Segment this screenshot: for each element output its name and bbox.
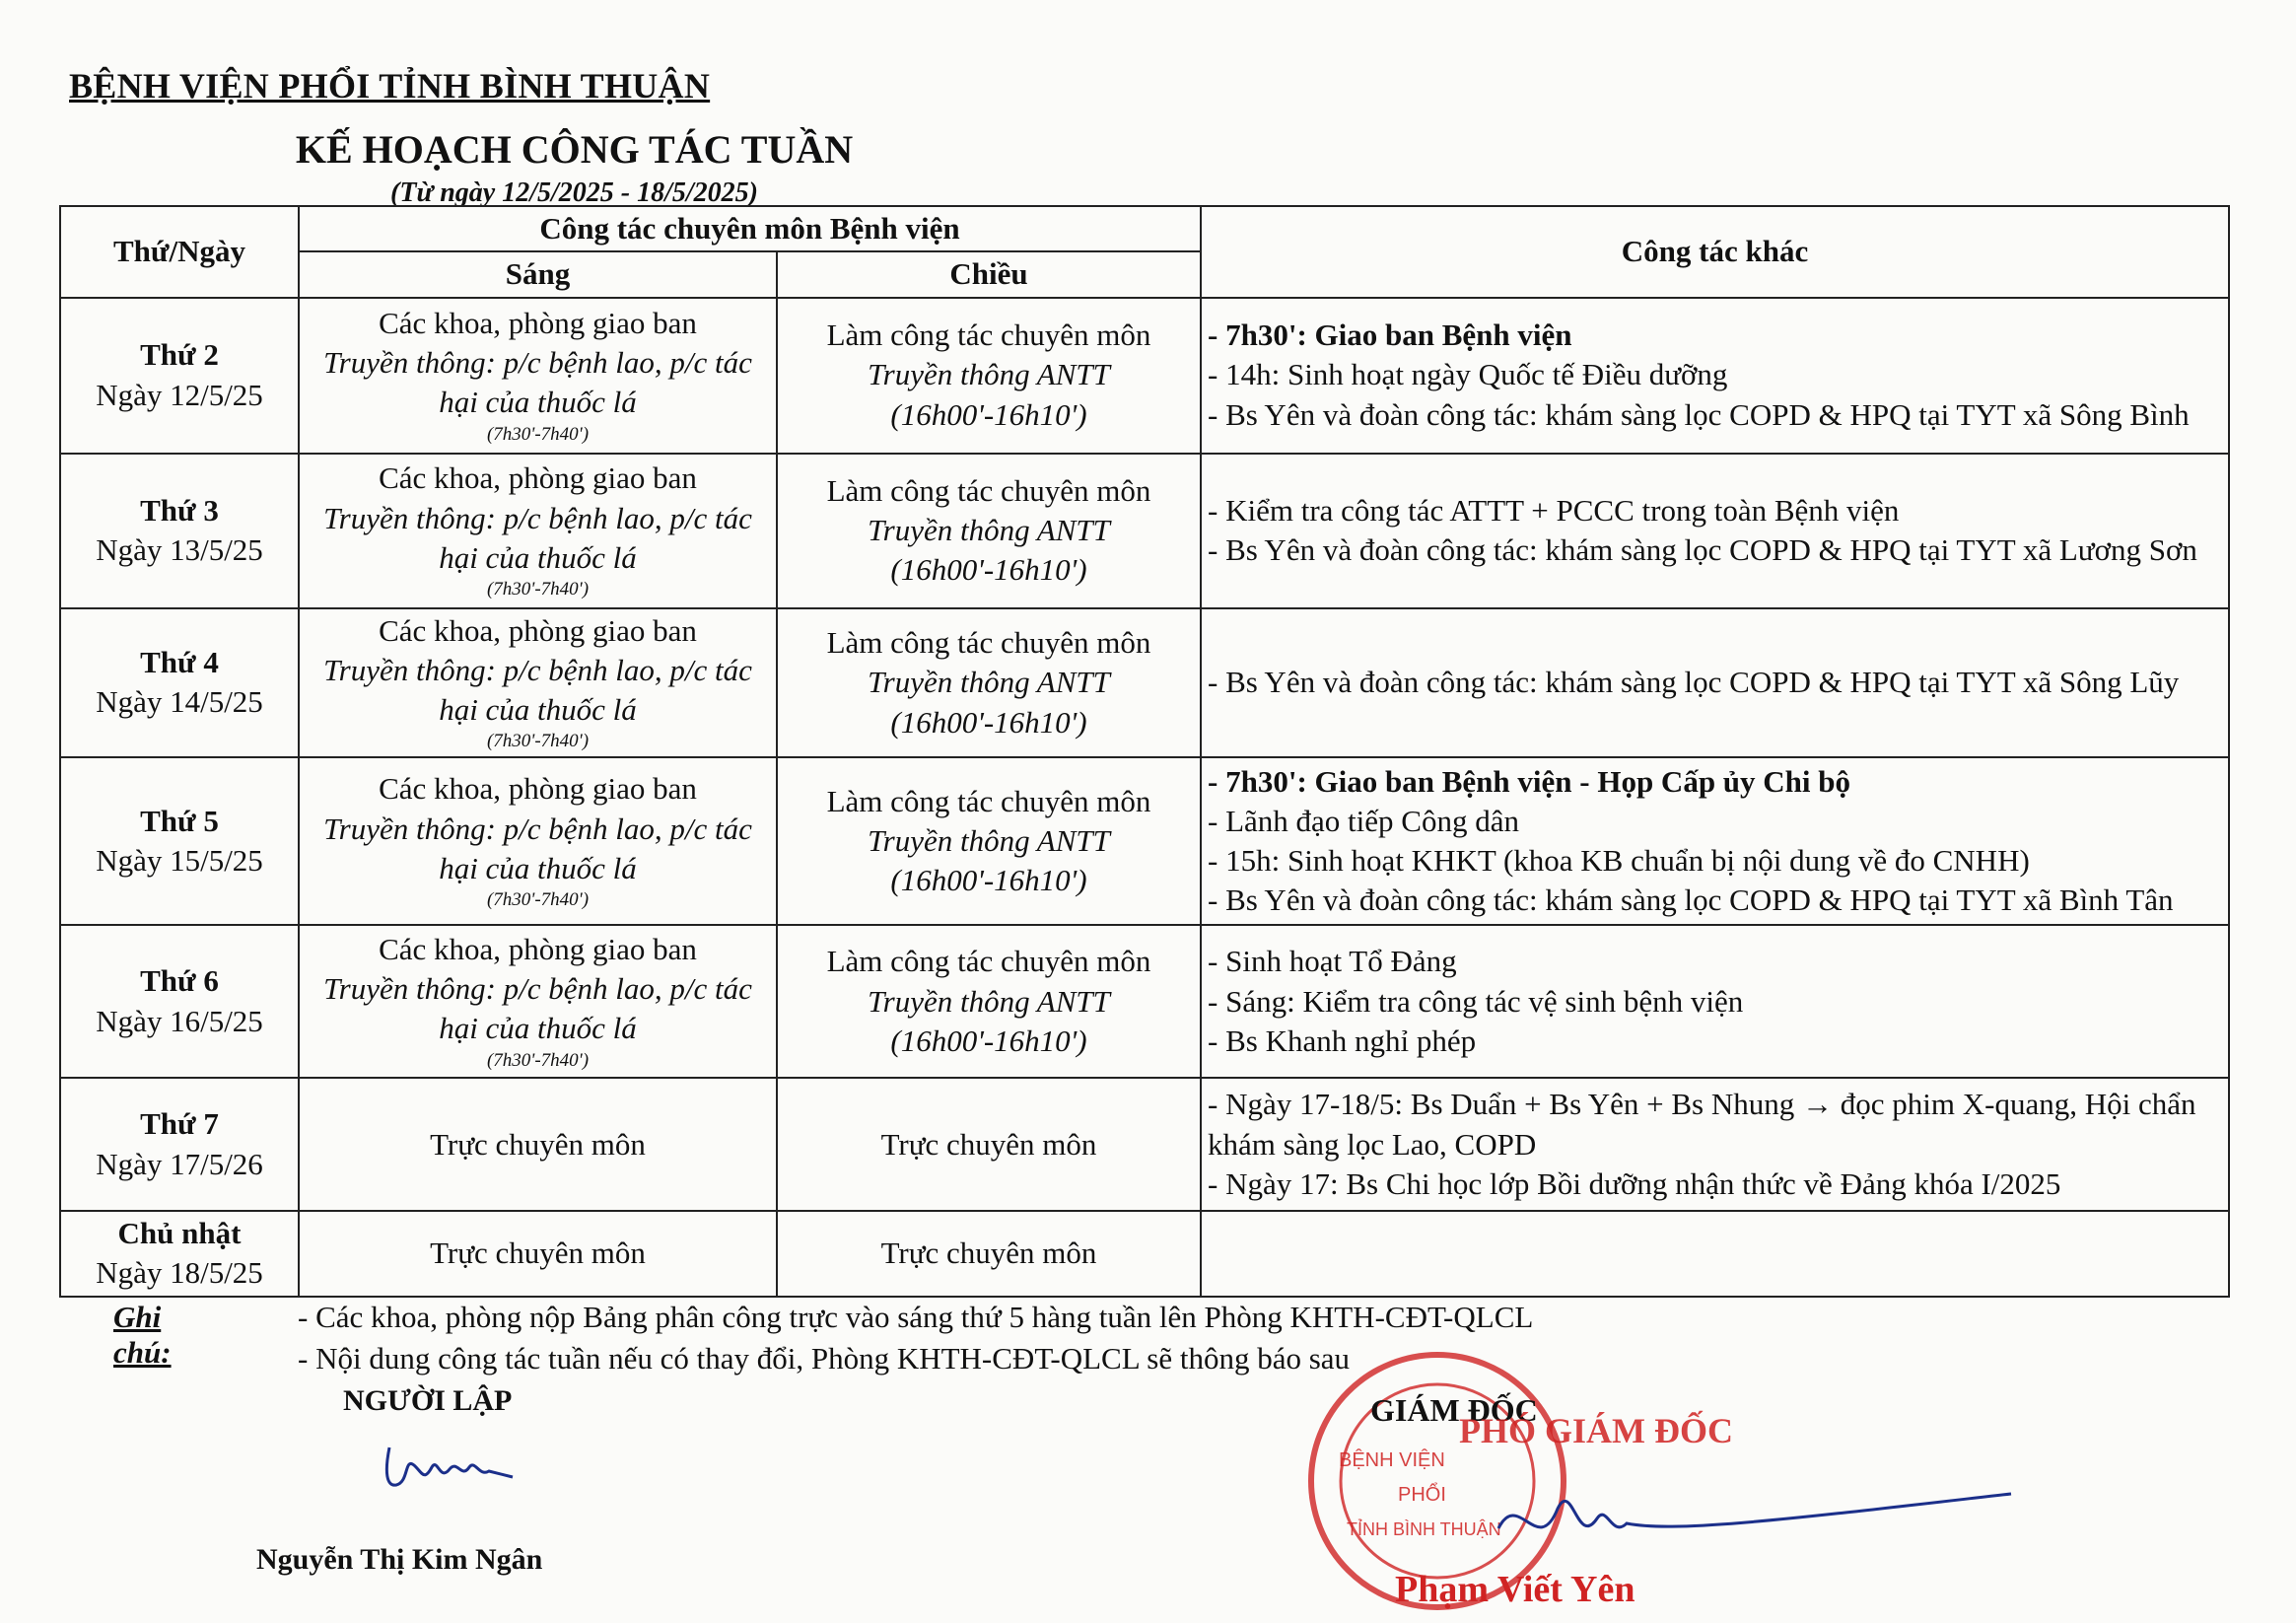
afternoon-cell [777,925,1201,1078]
morning-communication: Truyền thông: p/c bệnh lao, p/c tác hại của thuốc lá [323,652,752,728]
morning-cell [299,1211,777,1297]
afternoon-cell [777,608,1201,758]
day-date: Ngày 13/5/25 [96,532,263,568]
day-name: Thứ 6 [140,963,219,999]
organization-name: BỆNH VIỆN PHỔI TỈNH BÌNH THUẬN [69,66,711,106]
morning-time: (7h30'-7h40') [486,731,590,752]
afternoon-cell [777,757,1201,925]
other-work-item: - 15h: Sinh hoạt KHKT (khoa KB chuẩn bị nội dung về đo CNHH) [1208,843,2030,879]
afternoon-activity: Làm công tác chuyên môn [826,472,1151,508]
director-name: Phạm Viết Yên [1395,1569,1635,1610]
afternoon-communication: Truyền thông ANTT [868,983,1110,1019]
table-row [60,1078,2229,1211]
svg-text:PHỔI: PHỔI [1398,1484,1446,1506]
other-work-item: - 14h: Sinh hoạt ngày Quốc tế Điều dưỡng [1208,357,1728,392]
preparer-name: Nguyễn Thị Kim Ngân [256,1543,543,1576]
other-work-cell [1201,925,2229,1078]
morning-activity: Trực chuyên môn [430,1235,646,1271]
morning-cell [299,608,777,758]
morning-time: (7h30'-7h40') [486,423,590,445]
morning-time: (7h30'-7h40') [486,889,590,911]
other-work-item: - 7h30': Giao ban Bệnh viện - Họp Cấp ủy Chi bộ [1208,763,1851,799]
afternoon-activity: Trực chuyên môn [880,1235,1097,1271]
other-work-item: - Bs Khanh nghỉ phép [1208,1023,1477,1058]
preparer-title: NGƯỜI LẬP [343,1384,513,1417]
day-date: Ngày 18/5/25 [96,1255,263,1291]
other-work-item: - Bs Yên và đoàn công tác: khám sàng lọc COPD & HPQ tại TYT xã Bình Tân [1208,882,2174,918]
afternoon-time: (16h00'-16h10') [890,863,1087,898]
date-range: (Từ ngày 12/5/2025 - 18/5/2025) [390,177,758,208]
day-name: Thứ 2 [140,337,219,373]
table-row [60,925,2229,1078]
morning-time: (7h30'-7h40') [486,1049,590,1071]
other-work-item: - Sinh hoạt Tổ Đảng [1208,944,1457,979]
other-work-item: - Ngày 17-18/5: Bs Duẩn + Bs Yên + Bs Nhung → đọc phim X-quang, Hội chẩn khám sàng lọc Lao, COPD [1208,1087,2196,1162]
svg-text:BỆNH VIỆN: BỆNH VIỆN [1339,1449,1445,1471]
other-work-cell [1201,454,2229,608]
morning-cell [299,454,777,608]
morning-activity: Các khoa, phòng giao ban [379,460,697,496]
table-row [60,608,2229,758]
svg-text:TỈNH BÌNH THUẬN: TỈNH BÌNH THUẬN [1347,1519,1501,1539]
other-work-item: - Sáng: Kiểm tra công tác vệ sinh bệnh viện [1208,983,1744,1019]
table-row [60,298,2229,454]
day-date: Ngày 14/5/25 [96,684,263,720]
other-work-item: - 7h30': Giao ban Bệnh viện [1208,318,1572,353]
page-title: KẾ HOẠCH CÔNG TÁC TUẦN [295,127,854,172]
deputy-director-stamp: PHÓ GIÁM ĐỐC [1459,1411,1733,1450]
morning-activity: Trực chuyên môn [430,1126,646,1162]
morning-cell [299,757,777,925]
afternoon-communication: Truyền thông ANTT [868,665,1110,700]
header-other-work: Công tác khác [1201,206,2229,298]
day-date: Ngày 16/5/25 [96,1003,263,1038]
other-work-cell [1201,298,2229,454]
afternoon-cell [777,454,1201,608]
afternoon-cell [777,298,1201,454]
table-row [60,757,2229,925]
day-name: Thứ 7 [140,1106,219,1142]
afternoon-cell [777,1211,1201,1297]
other-work-item: - Lãnh đạo tiếp Công dân [1208,803,1519,838]
day-cell [60,757,299,925]
afternoon-communication: Truyền thông ANTT [868,512,1110,547]
director-title: GIÁM ĐỐC [1370,1392,1538,1428]
day-cell [60,298,299,454]
other-work-item: - Kiểm tra công tác ATTT + PCCC trong toàn Bệnh viện [1208,492,1900,528]
morning-activity: Các khoa, phòng giao ban [379,771,697,807]
header-morning: Sáng [299,251,777,297]
header-professional-work: Công tác chuyên môn Bệnh viện [299,206,1201,251]
afternoon-activity: Trực chuyên môn [880,1126,1097,1162]
table-row [60,1211,2229,1297]
afternoon-time: (16h00'-16h10') [890,704,1087,740]
morning-communication: Truyền thông: p/c bệnh lao, p/c tác hại của thuốc lá [323,500,752,575]
afternoon-time: (16h00'-16h10') [890,552,1087,588]
day-name: Thứ 4 [140,645,219,680]
other-work-cell [1201,608,2229,758]
header-afternoon: Chiều [777,251,1201,297]
day-cell [60,1078,299,1211]
other-work-cell [1201,1078,2229,1211]
morning-activity: Các khoa, phòng giao ban [379,612,697,648]
morning-communication: Truyền thông: p/c bệnh lao, p/c tác hại của thuốc lá [323,345,752,420]
weekly-plan-table [59,205,2230,1298]
day-name: Thứ 5 [140,803,219,838]
afternoon-communication: Truyền thông ANTT [868,357,1110,392]
other-work-cell [1201,757,2229,925]
morning-cell [299,925,777,1078]
day-cell [60,608,299,758]
afternoon-time: (16h00'-16h10') [890,396,1087,432]
afternoon-cell [777,1078,1201,1211]
morning-time: (7h30'-7h40') [486,579,590,600]
morning-cell [299,298,777,454]
morning-communication: Truyền thông: p/c bệnh lao, p/c tác hại của thuốc lá [323,811,752,885]
note-line: - Nội dung công tác tuần nếu có thay đổi, Phòng KHTH-CĐT-QLCL sẽ thông báo sau [298,1341,1351,1376]
other-work-cell [1201,1211,2229,1297]
afternoon-activity: Làm công tác chuyên môn [826,783,1151,818]
other-work-item: - Bs Yên và đoàn công tác: khám sàng lọc COPD & HPQ tại TYT xã Lương Sơn [1208,532,2197,568]
other-work-item: - Bs Yên và đoàn công tác: khám sàng lọc COPD & HPQ tại TYT xã Sông Bình [1208,396,2190,432]
day-cell [60,454,299,608]
preparer-signature [375,1428,522,1507]
morning-activity: Các khoa, phòng giao ban [379,931,697,966]
afternoon-activity: Làm công tác chuyên môn [826,944,1151,979]
header-day: Thứ/Ngày [60,206,299,298]
table-row [60,454,2229,608]
day-cell [60,1211,299,1297]
day-date: Ngày 17/5/26 [96,1146,263,1181]
afternoon-communication: Truyền thông ANTT [868,823,1110,859]
other-work-item: - Ngày 17: Bs Chi học lớp Bồi dưỡng nhận thức về Đảng khóa I/2025 [1208,1165,2061,1201]
day-date: Ngày 12/5/25 [96,377,263,412]
day-name: Chủ nhật [117,1216,242,1251]
morning-cell [299,1078,777,1211]
notes-label: Ghi chú: [113,1300,172,1370]
day-date: Ngày 15/5/25 [96,843,263,879]
afternoon-activity: Làm công tác chuyên môn [826,624,1151,660]
morning-communication: Truyền thông: p/c bệnh lao, p/c tác hại của thuốc lá [323,971,752,1046]
other-work-item: - Bs Yên và đoàn công tác: khám sàng lọc COPD & HPQ tại TYT xã Sông Lũy [1208,665,2180,700]
afternoon-activity: Làm công tác chuyên môn [826,318,1151,353]
afternoon-time: (16h00'-16h10') [890,1023,1087,1058]
note-line: - Các khoa, phòng nộp Bảng phân công trực vào sáng thứ 5 hàng tuần lên Phòng KHTH-CĐT-QLCL [298,1300,1534,1334]
morning-activity: Các khoa, phòng giao ban [379,305,697,340]
day-name: Thứ 3 [140,492,219,528]
day-cell [60,925,299,1078]
